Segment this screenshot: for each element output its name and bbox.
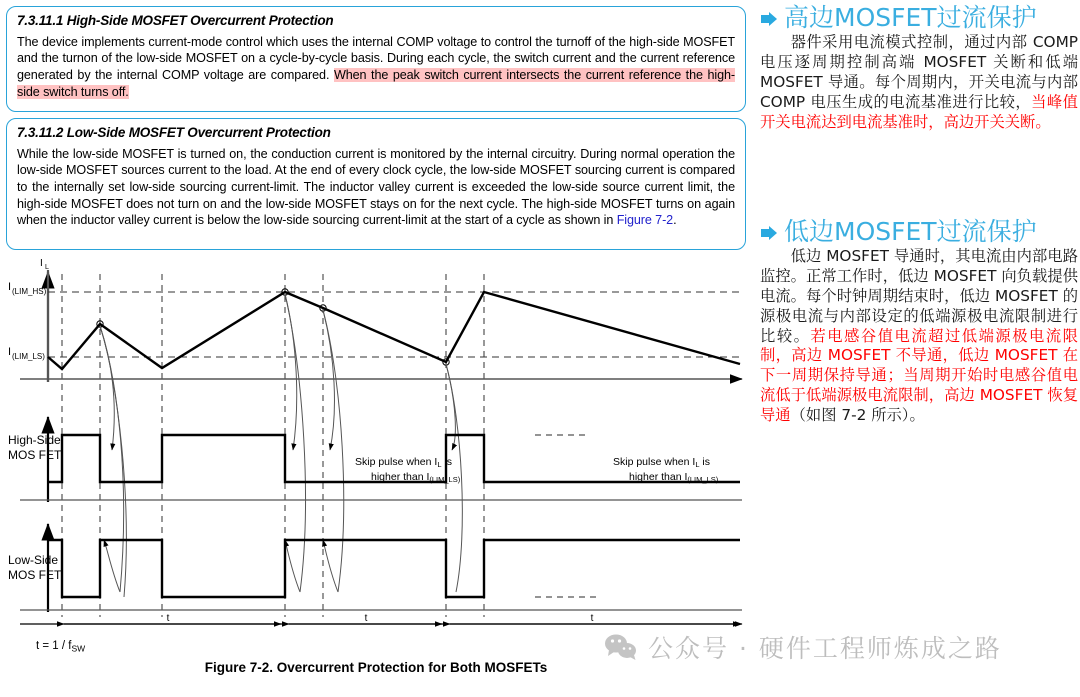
watermark-text: 公众号 · 硬件工程师炼成之路 (648, 634, 1002, 663)
translation-heading-row-2 (760, 218, 1080, 245)
section-body-low-side (17, 146, 735, 230)
label-low-side-line2: MOS FET (8, 568, 62, 582)
watermark (604, 629, 1002, 665)
translation-block-low-side (760, 218, 1080, 426)
figure-caption: Figure 7-2. Overcurrent Protection for Both MOSFETs (204, 660, 548, 675)
translation-body-2 (760, 247, 1080, 426)
skip-annotation-1-line2: higher than I(LIM_LS) (371, 471, 461, 484)
causal-arrow-low-1 (104, 540, 120, 592)
causal-arrow-1 (100, 326, 114, 450)
label-lim-hs-subscript: (LIM_HS) (12, 287, 47, 296)
section-body-high-side (17, 34, 735, 101)
figure-overcurrent-protection (0, 252, 752, 662)
skip-annotation-2-line2: higher than I(LIM_LS) (629, 471, 719, 484)
causal-arrow-2b (285, 294, 305, 592)
label-high-side-line1: High-Side (8, 433, 61, 447)
translation-body-2-tail: （如图 7-2 所示）。 (790, 406, 925, 424)
period-tick-label-2: t (364, 613, 368, 624)
panel-low-side-mosfet (8, 524, 742, 612)
cycle-boundary-gridlines (62, 274, 484, 617)
wechat-icon (604, 633, 638, 661)
low-side-gate-waveform (48, 540, 740, 597)
chinese-translation-column (760, 0, 1080, 697)
section-body-high-side-plain: The device implements current-mode control which uses the internal COMP voltage to control the turnoff of the high-side MOSFET and the turnon of the low-side MOSFET on a cycle-by-cycle basis. During each cycle, the switch current and the current reference generated by the internal COMP voltage are compared. (17, 34, 735, 82)
section-title-high-side: 7.3.11.1 High-Side MOSFET Overcurrent Protection (17, 13, 334, 28)
label-lim-ls: I (8, 346, 12, 358)
period-tick-label-3: t (590, 613, 594, 624)
label-lim-ls-subscript: (LIM_LS) (12, 352, 45, 361)
translation-body-1-red: 当峰值开关电流达到电流基准时，高边开关关断。 (760, 92, 1078, 131)
translation-block-high-side (760, 4, 1080, 132)
period-equation: $t = 1 / f_{SW}$ (36, 640, 86, 652)
panel-high-side-mosfet (8, 417, 742, 502)
section-title-low-side: 7.3.11.2 Low-Side MOSFET Overcurrent Protection (17, 125, 331, 140)
waveform-svg (0, 252, 752, 652)
translation-heading-row-1 (760, 4, 1080, 31)
translation-body-1-black: 器件采用电流模式控制，通过内部 COMP 电压逐周期控制高端 MOSFET 关断和低端 MOSFET 导通。每个周期内，开关电流与内部 COMP 电压生成的电流基准进行比较， (760, 33, 1078, 111)
translation-heading-1: 高边MOSFET过流保护 (784, 3, 1037, 32)
label-low-side-line1: Low-Side (8, 553, 59, 567)
skip-annotation-2-line1: Skip pulse when IL is (613, 456, 710, 469)
axis-label-il-subscript: L (45, 264, 49, 271)
translation-heading-2: 低边MOSFET过流保护 (784, 217, 1037, 246)
skip-annotation-1-line1: Skip pulse when IL is (355, 456, 452, 469)
figure-cross-reference-link[interactable]: Figure 7-2 (616, 213, 674, 228)
arrow-right-icon (760, 11, 778, 27)
translation-body-2-black: 低边 MOSFET 导通时，其电流由内部电路监控。正常工作时，低边 MOSFET 向负载提供电流。每个时钟周期结束时，低边 MOSFET 的源极电流与内部设定的低端源极电流限制进行比较。 (760, 247, 1078, 345)
causal-arrow-1b (100, 326, 124, 592)
translation-body-2-red: 若电感谷值电流超过低端源极电流限制，高边 MOSFET 不导通，低边 MOSFET 在下一周期保持导通；当周期开始时电感谷值电流低于低端源极电流限制，高边 MOSFET 恢复导通 (760, 326, 1078, 424)
causal-arrow-2 (285, 294, 297, 450)
causal-arrow-low-2 (285, 540, 300, 592)
label-lim-hs: I (8, 281, 12, 293)
translation-body-1 (760, 33, 1080, 132)
panel-inductor-current (8, 258, 742, 382)
label-high-side-line2: MOS FET (8, 448, 62, 462)
arrow-right-icon (760, 225, 778, 241)
causal-arrow-3b (323, 310, 344, 592)
axis-label-il: I (40, 258, 43, 269)
causal-arrow-group (100, 294, 462, 597)
period-tick-label-1: t (166, 613, 170, 624)
causal-arrow-4 (446, 364, 455, 450)
callout-high-side-overcurrent (6, 6, 746, 112)
causal-arrow-low-3 (323, 540, 338, 592)
causal-arrow-3 (323, 310, 334, 450)
section-body-high-side-highlight: When the peak switch current intersects the current reference the high-side switch turns off. (17, 67, 735, 99)
callout-low-side-overcurrent (6, 118, 746, 250)
section-body-low-side-plain: While the low-side MOSFET is turned on, the conduction current is monitored by the internal circuitry. During normal operation the low-side MOSFET sources current to the load. At the end of every clock cycle, the low-side MOSFET sourcing current is compared to the internally set low-side sourcing current-limit. The inductor valley current is exceeded the low-side source current limit, the high-side MOSFET does not turn on and the low-side MOSFET stays on for the next cycle. The high-side MOSFET turns on again when the inductor valley current is below the low-side sourcing current-limit at the start of a cycle as shown in (17, 146, 735, 228)
section-body-low-side-tail: . (673, 213, 677, 228)
